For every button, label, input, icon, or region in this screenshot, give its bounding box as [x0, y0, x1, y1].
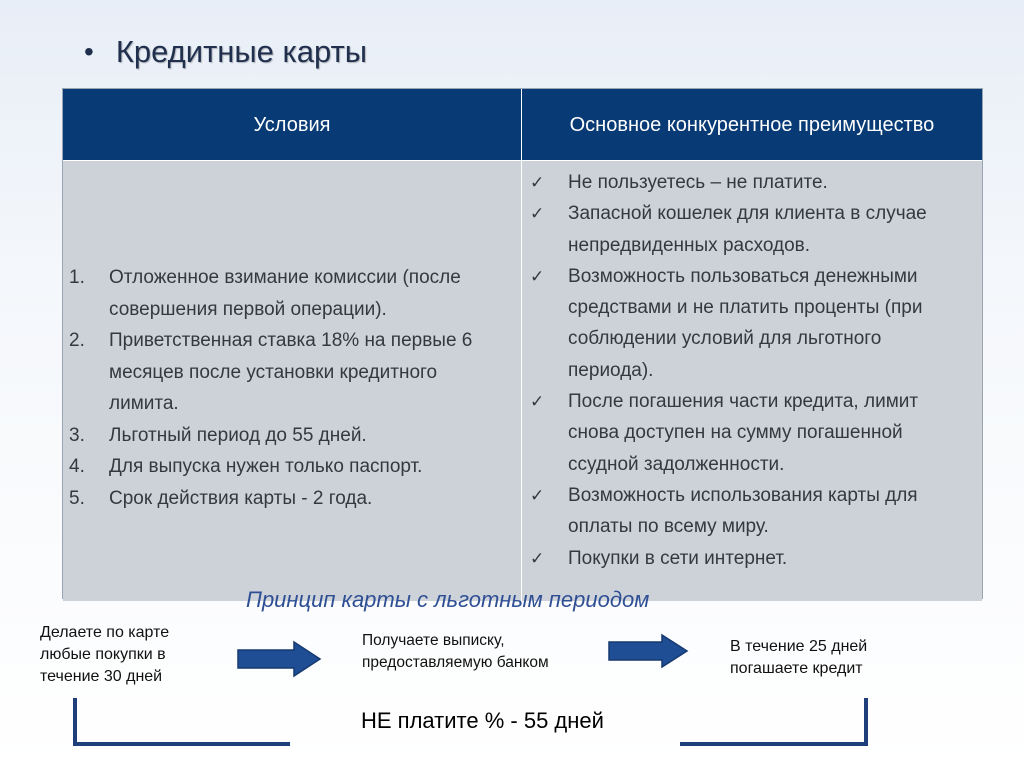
right-arrow-icon [607, 633, 689, 669]
condition-number: 2. [69, 330, 85, 351]
checkmark-icon: ✓ [530, 204, 545, 224]
checkmark-icon: ✓ [530, 266, 545, 286]
advantage-item [522, 386, 982, 480]
header-advantage: Основное конкурентное преимущество [569, 113, 935, 136]
bracket-right [680, 698, 868, 746]
checkmark-icon: ✓ [530, 485, 545, 505]
advantage-item [522, 261, 982, 386]
table-body-row [63, 160, 982, 601]
checkmark-icon: ✓ [530, 173, 545, 192]
principle-title: Принцип карты с льготным периодом [246, 587, 650, 612]
header-conditions: Условия [63, 89, 522, 160]
slide-title-row [84, 34, 367, 70]
advantage-item [522, 198, 982, 261]
advantage-text: После погашения части кредита, лимит снова доступен на сумму погашенной ссудной задолженности. [568, 391, 919, 475]
condition-number: 4. [69, 456, 85, 477]
condition-number: 1. [69, 267, 85, 288]
grace-period-note: НЕ платите % - 55 дней [361, 708, 604, 733]
step-make-purchases: Делаете по карте любые покупки в течение 30 дней [40, 624, 170, 685]
bracket-left [73, 698, 290, 746]
advantage-text: Возможность пользоваться денежными средствами и не платить проценты (при соблюдении условий для льготного периода). [568, 265, 923, 381]
conditions-cell [63, 161, 522, 601]
advantages-cell [522, 161, 982, 601]
advantage-text: Возможность использования карты для оплаты по всему миру. [568, 484, 918, 538]
conditions-list [69, 262, 509, 514]
slide-title: Кредитные карты [115, 34, 368, 69]
condition-item [69, 420, 509, 452]
advantage-item [522, 480, 982, 543]
condition-item [69, 451, 509, 483]
step-get-statement: Получаете выписку, предоставляемую банком [362, 632, 549, 671]
checkmark-icon: ✓ [530, 548, 545, 568]
advantage-text: Покупки в сети интернет. [568, 547, 788, 569]
condition-text: Для выпуска нужен только паспорт. [109, 456, 423, 477]
checkmark-icon: ✓ [530, 392, 545, 412]
condition-text: Приветственная ставка 18% на первые 6 месяцев после установки кредитного лимита. [109, 330, 473, 414]
step-repay-credit: В течение 25 дней погашаете кредит [730, 638, 868, 677]
condition-item [69, 483, 509, 515]
condition-item [69, 262, 509, 325]
title-bullet: • [84, 36, 94, 67]
condition-text: Льготный период до 55 дней. [109, 424, 367, 446]
right-arrow-icon [236, 640, 322, 678]
advantage-item [522, 167, 982, 198]
condition-text: Отложенное взимание комиссии (после совершения первой операции). [109, 267, 461, 320]
table-header-row [63, 89, 982, 160]
condition-item [69, 325, 509, 420]
advantages-list [522, 167, 982, 574]
advantage-item [522, 543, 982, 574]
advantage-text: Не пользуетесь – не платите. [568, 172, 828, 193]
comparison-table [62, 88, 983, 599]
condition-text: Срок действия карты - 2 года. [109, 487, 373, 509]
condition-number: 3. [69, 424, 85, 446]
advantage-text: Запасной кошелек для клиента в случае непредвиденных расходов. [568, 203, 927, 256]
condition-number: 5. [69, 487, 85, 509]
